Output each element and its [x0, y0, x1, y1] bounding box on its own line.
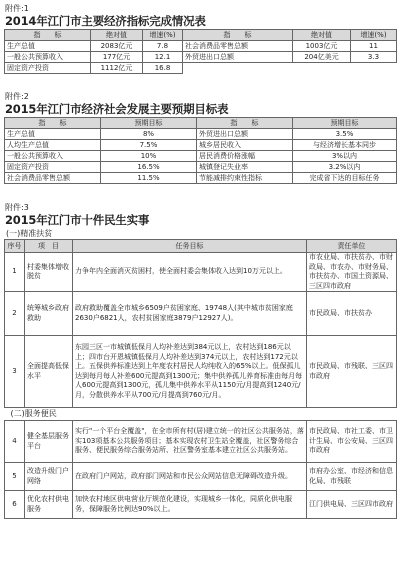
- section-title: 2015年江门市十件民生实事: [5, 213, 150, 227]
- header-cell: 任务目标: [73, 240, 307, 253]
- table-row: [5, 253, 397, 292]
- table-cell: 城镇登记失业率: [197, 162, 293, 173]
- header-cell: 指 标: [197, 118, 293, 129]
- project-name: 优化农村供电服务: [25, 491, 73, 519]
- header-cell: 指 标: [183, 30, 293, 41]
- responsible-unit: 市农业局、市扶贫办、市财政局、市农办、市财务局、市扶贫办、市国土资源局、三区四市政府: [307, 253, 397, 292]
- table-cell: 12.1: [143, 52, 183, 63]
- table-cell: 7.5%: [101, 140, 197, 151]
- table-cell: 完成省下达的目标任务: [293, 173, 397, 184]
- row-number: 1: [5, 253, 25, 292]
- section-attachment-3: [0, 203, 397, 519]
- header-cell: 项 目: [25, 240, 73, 253]
- table-cell: 与经济增长基本同步: [293, 140, 397, 151]
- table-row: [5, 129, 397, 140]
- row-number: 2: [5, 292, 25, 336]
- table-cell: 204亿美元: [293, 52, 351, 63]
- row-number: 6: [5, 491, 25, 519]
- table-cell: [351, 63, 397, 74]
- table-header-row: [5, 240, 397, 253]
- table-header-row: [5, 118, 397, 129]
- livelihood-projects-table: [4, 239, 397, 519]
- table-cell: 节能减排约束性指标: [197, 173, 293, 184]
- table-cell: 177亿元: [91, 52, 143, 63]
- table-cell: 3.3: [351, 52, 397, 63]
- task-goal: 实行"一个平台全覆盖"，在全市所有村(居)建立统一的社区公共服务站，落实103项基本公共服务项目；基本实现农村卫生站全覆盖，社区警务综合服务、便民服务综合服务站所、社区警务室基本建立社区公共服务站。: [73, 421, 307, 463]
- indicator-table-2014: [4, 29, 397, 74]
- responsible-unit: 市府办公室、市经济和信息化局、市残联: [307, 463, 397, 491]
- task-goal: 东园三区一市城镇低保月人均补差达到384元以上，农村达到186元以上；四市台开恩城镇低保月人均补差达到374元以上，农村达到172元以上。五保供养标准达到上年度农村居民人均纯收入的65%以上。低保孤儿达到每月每人补差600元提高到1300元；集中供养孤儿养育标准由每月每人600元提高到1300元，孤儿集中供养水平从1150元/月提高到1240元/月，分散供养水平从700元/月提高到760元/月。: [73, 336, 307, 408]
- table-cell: 11: [351, 41, 397, 52]
- header-cell: 增速(%): [143, 30, 183, 41]
- header-cell: 责任单位: [307, 240, 397, 253]
- section-title: 2015年江门市经济社会发展主要预期目标表: [5, 102, 229, 116]
- table-cell: 8%: [101, 129, 197, 140]
- table-cell: 16.8: [143, 63, 183, 74]
- project-name: 统筹城乡政府救助: [25, 292, 73, 336]
- table-cell: 2083亿元: [91, 41, 143, 52]
- table-cell: [183, 63, 293, 74]
- responsible-unit: 市民政局、市扶贫办: [307, 292, 397, 336]
- project-name: 改造升级门户网络: [25, 463, 73, 491]
- header-cell: 绝对值: [293, 30, 351, 41]
- task-goal: 政府救助覆盖全市城乡6509户贫困家庭、19748人(其中城市贫困家庭2630户6821人，农村贫困家庭3879户12927人)。: [73, 292, 307, 336]
- responsible-unit: 江门供电局、三区四市政府: [307, 491, 397, 519]
- project-name: 全面提高低保水平: [25, 336, 73, 408]
- table-cell: 居民消费价格涨幅: [197, 151, 293, 162]
- header-cell: 预期目标: [101, 118, 197, 129]
- attachment-tag: 附件:1: [5, 4, 29, 13]
- table-cell: 外贸进出口总额: [197, 129, 293, 140]
- target-table-2015: [4, 117, 397, 184]
- table-cell: 3%以内: [293, 151, 397, 162]
- table-cell: 固定资产投资: [5, 162, 101, 173]
- table-cell: 生产总值: [5, 129, 101, 140]
- table-cell: [293, 63, 351, 74]
- task-goal: 加快农村地区供电营业厅规范化建设，实现城乡一体化，同质化供电服务，保障服务比例达90%以上。: [73, 491, 307, 519]
- table-cell: 社会消费品零售总额: [183, 41, 293, 52]
- table-row: [5, 173, 397, 184]
- row-number: 3: [5, 336, 25, 408]
- table-cell: 人均生产总值: [5, 140, 101, 151]
- table-row: [5, 463, 397, 491]
- table-cell: 11.5%: [101, 173, 197, 184]
- section-title: 2014年江门市主要经济指标完成情况表: [5, 14, 206, 28]
- responsible-unit: 市民政局、市社工委、市卫计生局、市公安局、三区四市政府: [307, 421, 397, 463]
- section-attachment-2: [0, 92, 397, 184]
- table-cell: 城乡居民收入: [197, 140, 293, 151]
- header-cell: 指 标: [5, 118, 101, 129]
- table-cell: 3.5%: [293, 129, 397, 140]
- project-name: 健全基层服务平台: [25, 421, 73, 463]
- table-header-row: [5, 30, 397, 41]
- table-row: [5, 140, 397, 151]
- project-name: 村委集体增收脱贫: [25, 253, 73, 292]
- table-row: [5, 63, 397, 74]
- table-cell: 固定资产投资: [5, 63, 91, 74]
- table-row: [5, 52, 397, 63]
- table-cell: 10%: [101, 151, 197, 162]
- table-row: [5, 336, 397, 408]
- table-cell: 1003亿元: [293, 41, 351, 52]
- group-heading: (二)服务便民: [5, 408, 397, 421]
- task-goal: 在政府门户网站，政府部门网站和市民公众网站信息无障碍改造升级。: [73, 463, 307, 491]
- table-row: [5, 162, 397, 173]
- section-attachment-1: [0, 4, 397, 74]
- attachment-tag: 附件:2: [5, 92, 29, 101]
- header-cell: 序号: [5, 240, 25, 253]
- table-cell: 7.8: [143, 41, 183, 52]
- table-cell: 16.5%: [101, 162, 197, 173]
- table-cell: 一般公共预算收入: [5, 52, 91, 63]
- table-cell: 3.2%以内: [293, 162, 397, 173]
- attachment-tag: 附件:3: [5, 203, 29, 212]
- header-cell: 绝对值: [91, 30, 143, 41]
- task-goal: 力争年内全面消灭贫困村，使全面村委会集体收入达到10万元以上。: [73, 253, 307, 292]
- table-row: [5, 292, 397, 336]
- table-row: [5, 491, 397, 519]
- table-cell: 一般公共预算收入: [5, 151, 101, 162]
- table-row: [5, 421, 397, 463]
- table-row: [5, 151, 397, 162]
- group-heading-row: [5, 408, 397, 421]
- table-row: [5, 41, 397, 52]
- header-cell: 预期目标: [293, 118, 397, 129]
- table-cell: 外贸进出口总额: [183, 52, 293, 63]
- row-number: 4: [5, 421, 25, 463]
- group-heading: (一)精准扶贫: [6, 229, 53, 238]
- header-cell: 增速(%): [351, 30, 397, 41]
- header-cell: 指 标: [5, 30, 91, 41]
- row-number: 5: [5, 463, 25, 491]
- table-cell: 生产总值: [5, 41, 91, 52]
- table-cell: 社会消费品零售总额: [5, 173, 101, 184]
- table-cell: 1112亿元: [91, 63, 143, 74]
- responsible-unit: 市民政局、市残联、三区四市政府: [307, 336, 397, 408]
